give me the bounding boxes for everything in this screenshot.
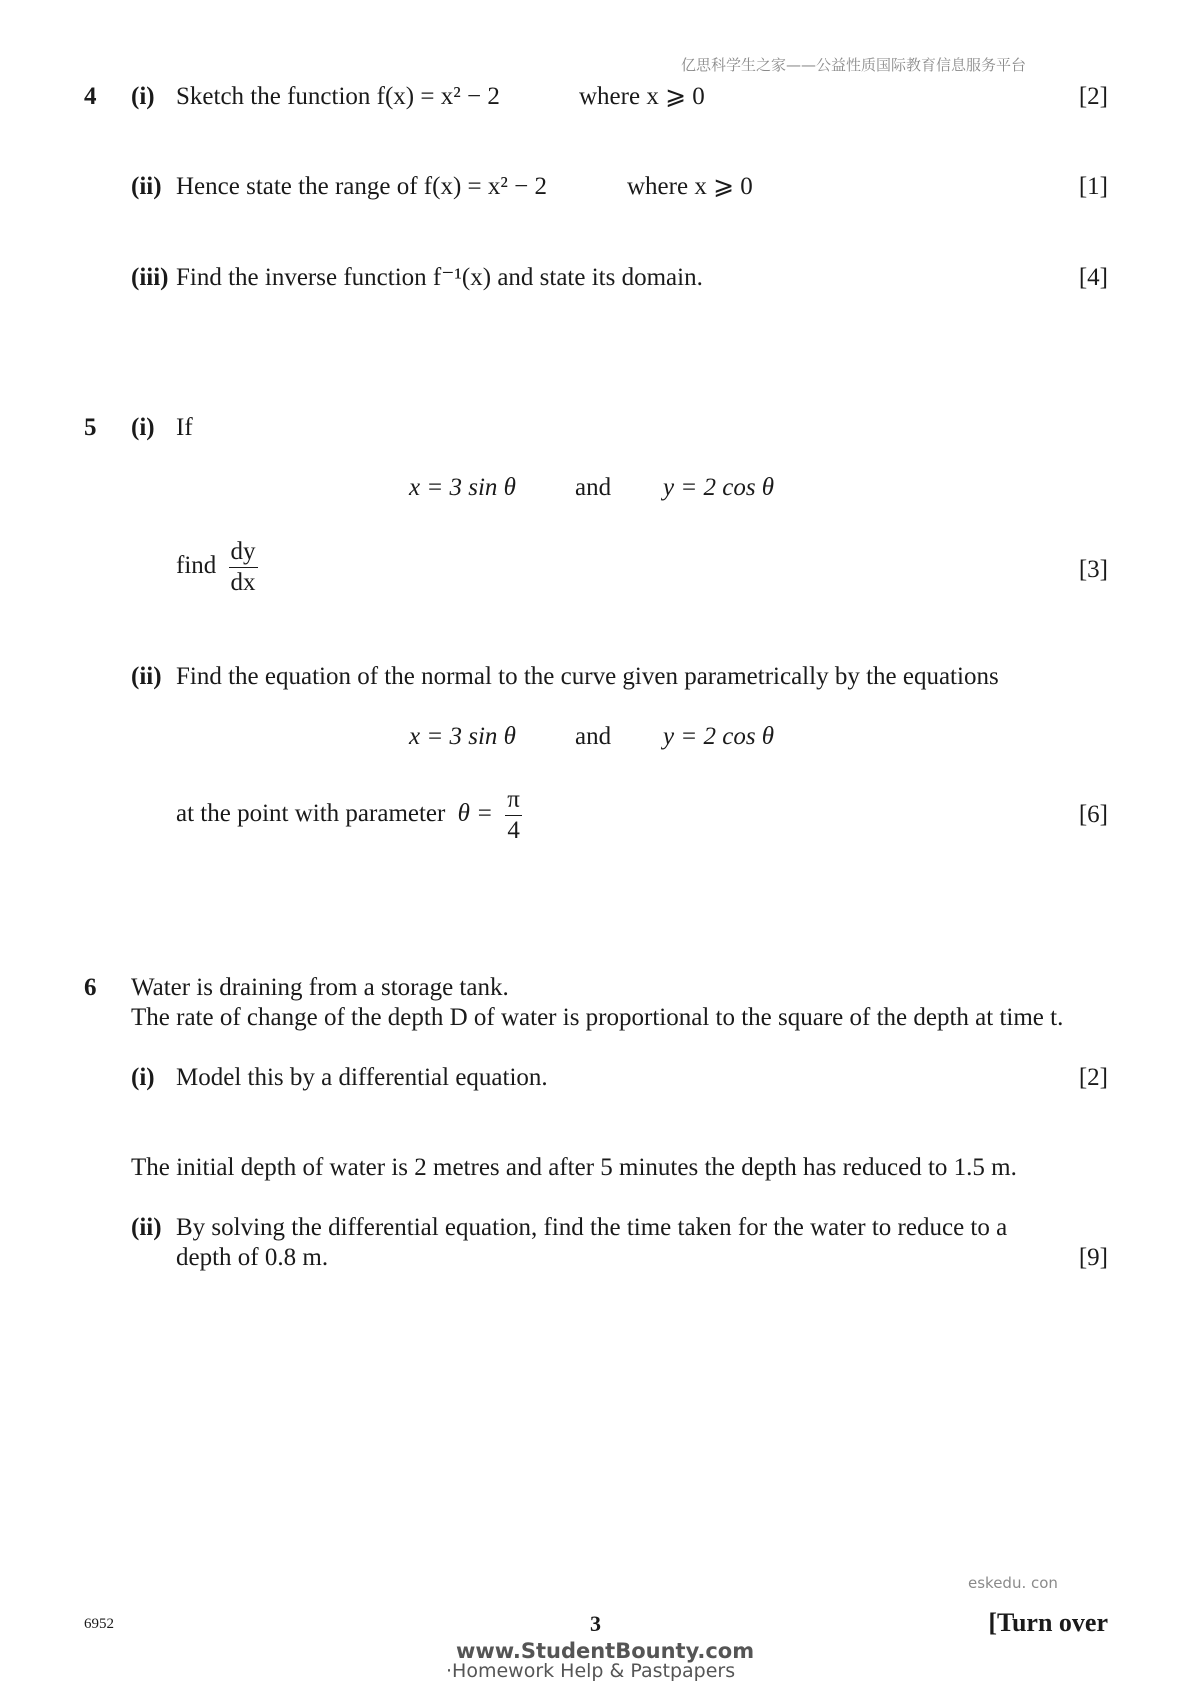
page-number: 3 xyxy=(590,1611,601,1636)
fraction-numerator: π xyxy=(505,785,522,816)
fraction-numerator: dy xyxy=(229,537,258,568)
q4-part-i-text: Sketch the function f(x) = x² − 2 xyxy=(176,83,500,110)
q5-part-ii-marks: [6] xyxy=(1078,801,1108,828)
q4-part-ii-condition: where x ⩾ 0 xyxy=(627,173,753,200)
q6-intermediate-text: The initial depth of water is 2 metres and after 5 minutes the depth has reduced to 1.5 m. xyxy=(131,1154,1017,1181)
q5-part-ii-label: (ii) xyxy=(131,663,162,690)
theta-equals: θ = xyxy=(457,800,494,828)
question-6-number: 6 xyxy=(84,974,97,1001)
q5-i-equation-x: x = 3 sin θ xyxy=(409,474,516,501)
q6-line-1: Water is draining from a storage tank. xyxy=(131,974,509,1001)
q6-part-ii-marks: [9] xyxy=(1078,1244,1108,1271)
fraction-denominator: 4 xyxy=(507,817,520,844)
q5-ii-parameter-expression xyxy=(176,785,522,846)
q6-part-i-text: Model this by a differential equation. xyxy=(176,1064,548,1091)
q5-part-ii-text: Find the equation of the normal to the curve given parametrically by the equations xyxy=(176,663,999,690)
paper-code: 6952 xyxy=(84,1616,114,1632)
pi-over-4-fraction xyxy=(505,785,522,846)
dy-dx-fraction xyxy=(229,537,258,598)
q4-part-i-marks: [2] xyxy=(1078,83,1108,110)
q5-i-find-text: find xyxy=(176,552,217,580)
q6-part-ii-text-line-2: depth of 0.8 m. xyxy=(176,1244,329,1271)
q4-part-i-condition: where x ⩾ 0 xyxy=(579,83,705,110)
q4-part-iii-text: Find the inverse function f⁻¹(x) and state its domain. xyxy=(176,264,703,291)
q5-part-i-intro: If xyxy=(176,414,193,441)
q4-part-ii-text: Hence state the range of f(x) = x² − 2 xyxy=(176,173,547,200)
studentbounty-site-watermark: www.StudentBounty.com xyxy=(456,1639,755,1663)
top-watermark: 亿思科学生之家——公益性质国际教育信息服务平台 xyxy=(681,56,1027,74)
q5-i-find-expression xyxy=(176,537,258,598)
q4-part-i-label: (i) xyxy=(131,83,155,110)
q6-part-i-marks: [2] xyxy=(1078,1064,1108,1091)
fraction-denominator: dx xyxy=(230,569,256,596)
q5-ii-at-text: at the point with parameter xyxy=(176,800,446,828)
q4-part-iii-marks: [4] xyxy=(1078,264,1108,291)
q5-ii-equation-y: y = 2 cos θ xyxy=(663,723,775,750)
q4-part-ii-marks: [1] xyxy=(1078,173,1108,200)
q5-part-i-marks: [3] xyxy=(1078,556,1108,583)
question-5-number: 5 xyxy=(84,414,97,441)
q5-part-i-label: (i) xyxy=(131,414,155,441)
q4-part-ii-label: (ii) xyxy=(131,173,162,200)
q4-part-iii-label: (iii) xyxy=(131,264,169,291)
q5-i-and: and xyxy=(575,474,612,501)
small-watermark: eskedu. con xyxy=(968,1574,1058,1592)
q6-part-ii-text-line-1: By solving the differential equation, find the time taken for the water to reduce to a xyxy=(176,1214,1008,1241)
q6-part-i-label: (i) xyxy=(131,1064,155,1091)
q5-i-equation-y: y = 2 cos θ xyxy=(663,474,775,501)
studentbounty-subtitle-watermark: ·Homework Help & Pastpapers xyxy=(446,1660,736,1682)
q5-ii-and: and xyxy=(575,723,612,750)
q6-line-2: The rate of change of the depth D of water is proportional to the square of the depth at time t. xyxy=(131,1004,1064,1031)
turn-over: [Turn over xyxy=(988,1608,1108,1637)
q6-part-ii-label: (ii) xyxy=(131,1214,162,1241)
question-4-number: 4 xyxy=(84,83,97,110)
q5-ii-equation-x: x = 3 sin θ xyxy=(409,723,516,750)
